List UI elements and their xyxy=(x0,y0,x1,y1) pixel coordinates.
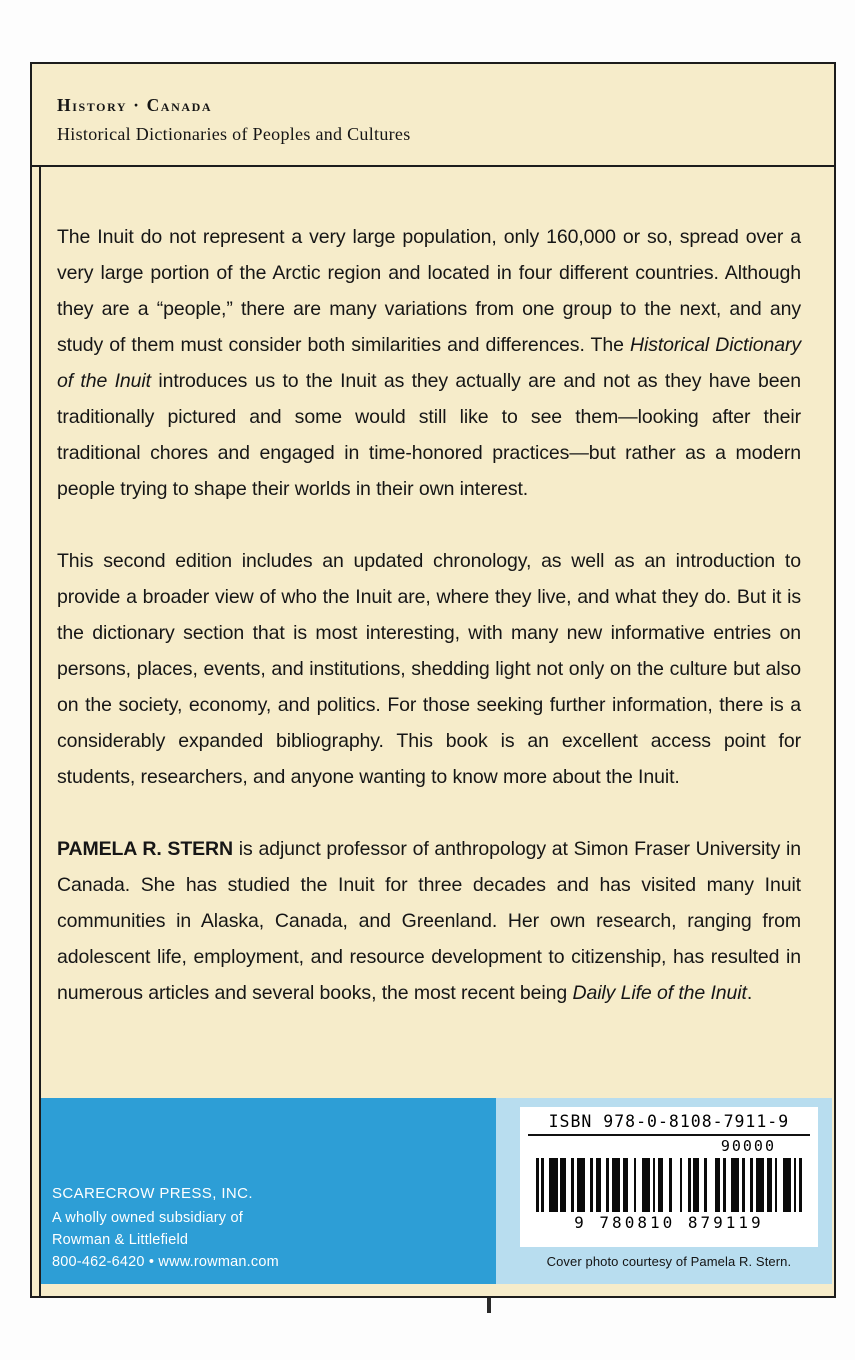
cover-header xyxy=(32,64,834,145)
barcode-bars-icon xyxy=(536,1158,802,1212)
publisher-subsidiary-line: A wholly owned subsidiary of xyxy=(52,1210,243,1226)
barcode-box xyxy=(520,1107,818,1247)
barcode-section xyxy=(496,1098,832,1284)
barcode-digits: 9 780810 879119 xyxy=(574,1213,764,1232)
category-label: History · Canada xyxy=(57,95,213,115)
cover-photo-credit: Cover photo courtesy of Pamela R. Stern. xyxy=(546,1254,792,1269)
header-divider-rule xyxy=(32,165,834,167)
publisher-contact: 800-462-6420 • www.rowman.com xyxy=(52,1254,279,1270)
cover-body-text xyxy=(32,145,834,1011)
description-paragraph-2: This second edition includes an updated chronology, as well as an introduction to provide a broader view of who the Inuit are, where they live, and what they do. But it is the dictionary section that is most interesting, with many new informative entries on persons, places, events, and institutions, shedding light not only on the culture but also on the society, economy, and politics. For those seeking further information, there is a considerably expanded bibliography. This book is an excellent access point for students, researchers, and anyone wanting to know more about the Inuit. xyxy=(57,550,801,788)
publisher-band xyxy=(41,1098,832,1284)
price-code: 90000 xyxy=(720,1137,776,1155)
publisher-parent-company: Rowman & Littlefield xyxy=(52,1232,189,1248)
publisher-info-panel xyxy=(41,1098,496,1284)
isbn-label: ISBN 978-0-8108-7911-9 xyxy=(528,1112,810,1136)
cover-edge-mark xyxy=(487,1298,491,1313)
author-bio-paragraph: PAMELA R. STERN is adjunct professor of anthropology at Simon Fraser University in Canada. She has studied the Inuit for three decades and has visited many Inuit communities in Alaska, Canada, and Greenland. Her own research, ranging from adolescent life, employment, and resource development to citizenship, has resulted in numerous articles and several books, the most recent being Daily Life of the Inuit. xyxy=(57,838,802,1004)
publisher-name: SCARECROW PRESS, INC. xyxy=(52,1185,253,1202)
series-title: Historical Dictionaries of Peoples and Cultures xyxy=(57,124,411,144)
book-back-cover xyxy=(30,62,836,1298)
description-paragraph-1: The Inuit do not represent a very large population, only 160,000 or so, spread over a very large portion of the Arctic region and located in four different countries. Although they are a “people,” there are many variations from one group to the next, and any study of them must consider both similarities and differences. The Historical Dictionary of the Inuit introduces us to the Inuit as they actually are and not as they have been traditionally pictured and some would still like to see them—looking after their traditional chores and engaged in time-honored practices—but rather as a modern people trying to shape their worlds in their own interest. xyxy=(57,226,801,500)
